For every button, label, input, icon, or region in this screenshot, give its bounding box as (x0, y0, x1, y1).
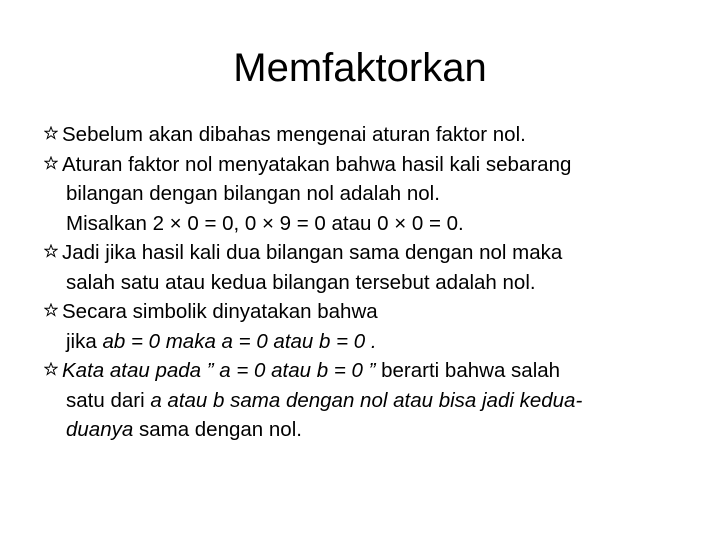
slide-title: Memfaktorkan (233, 46, 487, 90)
bullet-text: Jadi jika hasil kali dua bilangan sama dengan nol maka (62, 241, 563, 264)
formula-text: ab = 0 maka a = 0 atau b = 0 . (102, 329, 377, 353)
italic-text: duanya (66, 418, 134, 441)
bullet-item-2 (48, 150, 688, 239)
bullet-text: jika (66, 329, 103, 353)
bullet-text: berarti bahwa salah (375, 359, 561, 382)
star-bullet-icon (44, 303, 62, 317)
italic-text: a atau b sama dengan nol atau bisa jadi kedua- (150, 388, 583, 412)
bullet-text: satu dari (66, 388, 151, 412)
star-bullet-icon (44, 126, 62, 140)
bullet-item-1 (48, 120, 688, 150)
bullet-text: salah satu atau kedua bilangan tersebut adalah nol. (66, 270, 536, 294)
bullet-item-5 (48, 356, 688, 445)
star-bullet-icon (44, 156, 62, 170)
star-bullet-icon (44, 244, 62, 258)
italic-text: Kata atau pada ” a = 0 atau b = 0 ” (62, 359, 376, 382)
slide-body (48, 120, 688, 445)
bullet-item-4 (48, 297, 688, 356)
bullet-text: bilangan dengan bilangan nol adalah nol. (66, 182, 440, 205)
star-bullet-icon (44, 362, 62, 376)
bullet-text: Secara simbolik dinyatakan bahwa (62, 300, 378, 323)
bullet-text: Aturan faktor nol menyatakan bahwa hasil kali sebarang (62, 152, 572, 176)
bullet-text: Sebelum akan dibahas mengenai aturan faktor nol. (62, 123, 526, 146)
bullet-item-3 (48, 238, 688, 297)
example-text: Misalkan 2 × 0 = 0, 0 × 9 = 0 atau 0 × 0 = 0. (66, 211, 464, 235)
bullet-text: sama dengan nol. (133, 418, 302, 441)
